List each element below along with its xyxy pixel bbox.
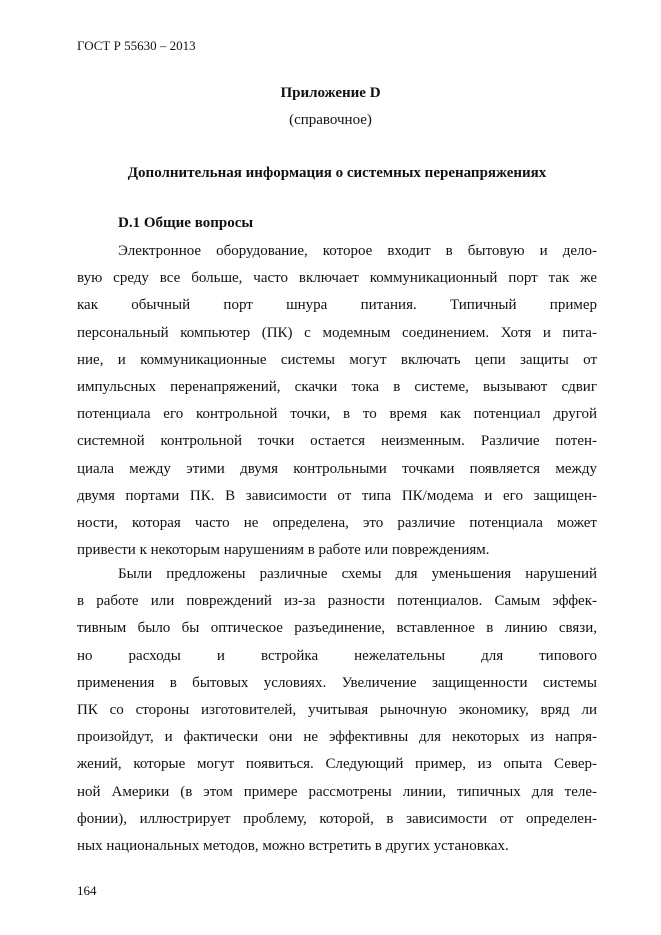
- paragraph-line: произойдут, и фактически они не эффективны для некоторых из напря-: [77, 729, 597, 746]
- paragraph-line: в работе или повреждений из-за разности потенциалов. Самым эффек-: [77, 593, 597, 610]
- paragraph-line: ности, которая часто не определена, это различие потенциала может: [77, 514, 597, 531]
- paragraph-line: ние, и коммуникационные системы могут включать цепи защиты от: [77, 351, 597, 368]
- paragraph-1: [77, 238, 597, 564]
- paragraph-line: циала между этими двумя контрольными точками появляется между: [77, 460, 597, 477]
- appendix-title: Приложение D: [280, 85, 381, 101]
- paragraph-line: ных национальных методов, можно встретить в других установках.: [77, 837, 509, 854]
- paragraph-line: применения в бытовых условиях. Увеличение защищенности системы: [77, 674, 597, 691]
- paragraph-line: системной контрольной точки остается неизменным. Различие потен-: [77, 433, 597, 450]
- subsection-title: D.1 Общие вопросы: [118, 215, 254, 231]
- paragraph-line: жений, которые могут появиться. Следующий пример, из опыта Север-: [77, 756, 597, 773]
- paragraph-2: [77, 561, 597, 860]
- paragraph-line: тивным было бы оптическое разъединение, вставленное в линию связи,: [77, 620, 597, 637]
- document-header: ГОСТ Р 55630 – 2013: [77, 38, 196, 53]
- paragraph-line: Электронное оборудование, которое входит в бытовую и дело-: [118, 243, 597, 259]
- paragraph-line: Были предложены различные схемы для уменьшения нарушений: [118, 566, 597, 582]
- paragraph-line: потенциала его контрольной точки, в то время как потенциал другой: [77, 406, 597, 423]
- paragraph-line: персональный компьютер (ПК) с модемным соединением. Хотя и пита-: [77, 324, 597, 341]
- paragraph-line: вую среду все больше, часто включает коммуникационный порт так же: [77, 270, 597, 287]
- paragraph-line: как обычный порт шнура питания. Типичный пример: [77, 297, 597, 314]
- paragraph-line: двумя портами ПК. В зависимости от типа ПК/модема и его защищен-: [77, 487, 597, 504]
- paragraph-line: привести к некоторым нарушениям в работе или повреждениям.: [77, 542, 490, 559]
- page-number: 164: [77, 883, 97, 898]
- paragraph-line: но расходы и встройка нежелательны для типового: [77, 647, 597, 664]
- appendix-subtitle: (справочное): [289, 112, 372, 128]
- paragraph-line: фонии), иллюстрирует проблему, которой, в зависимости от определен-: [77, 810, 597, 827]
- paragraph-line: импульсных перенапряжений, скачки тока в системе, вызывают сдвиг: [77, 378, 597, 395]
- paragraph-line: ПК со стороны изготовителей, учитывая рыночную экономику, вряд ли: [77, 701, 597, 718]
- section-title: Дополнительная информация о системных перенапряжениях: [127, 165, 547, 181]
- paragraph-line: ной Америки (в этом примере рассмотрены линии, типичных для теле-: [77, 783, 597, 800]
